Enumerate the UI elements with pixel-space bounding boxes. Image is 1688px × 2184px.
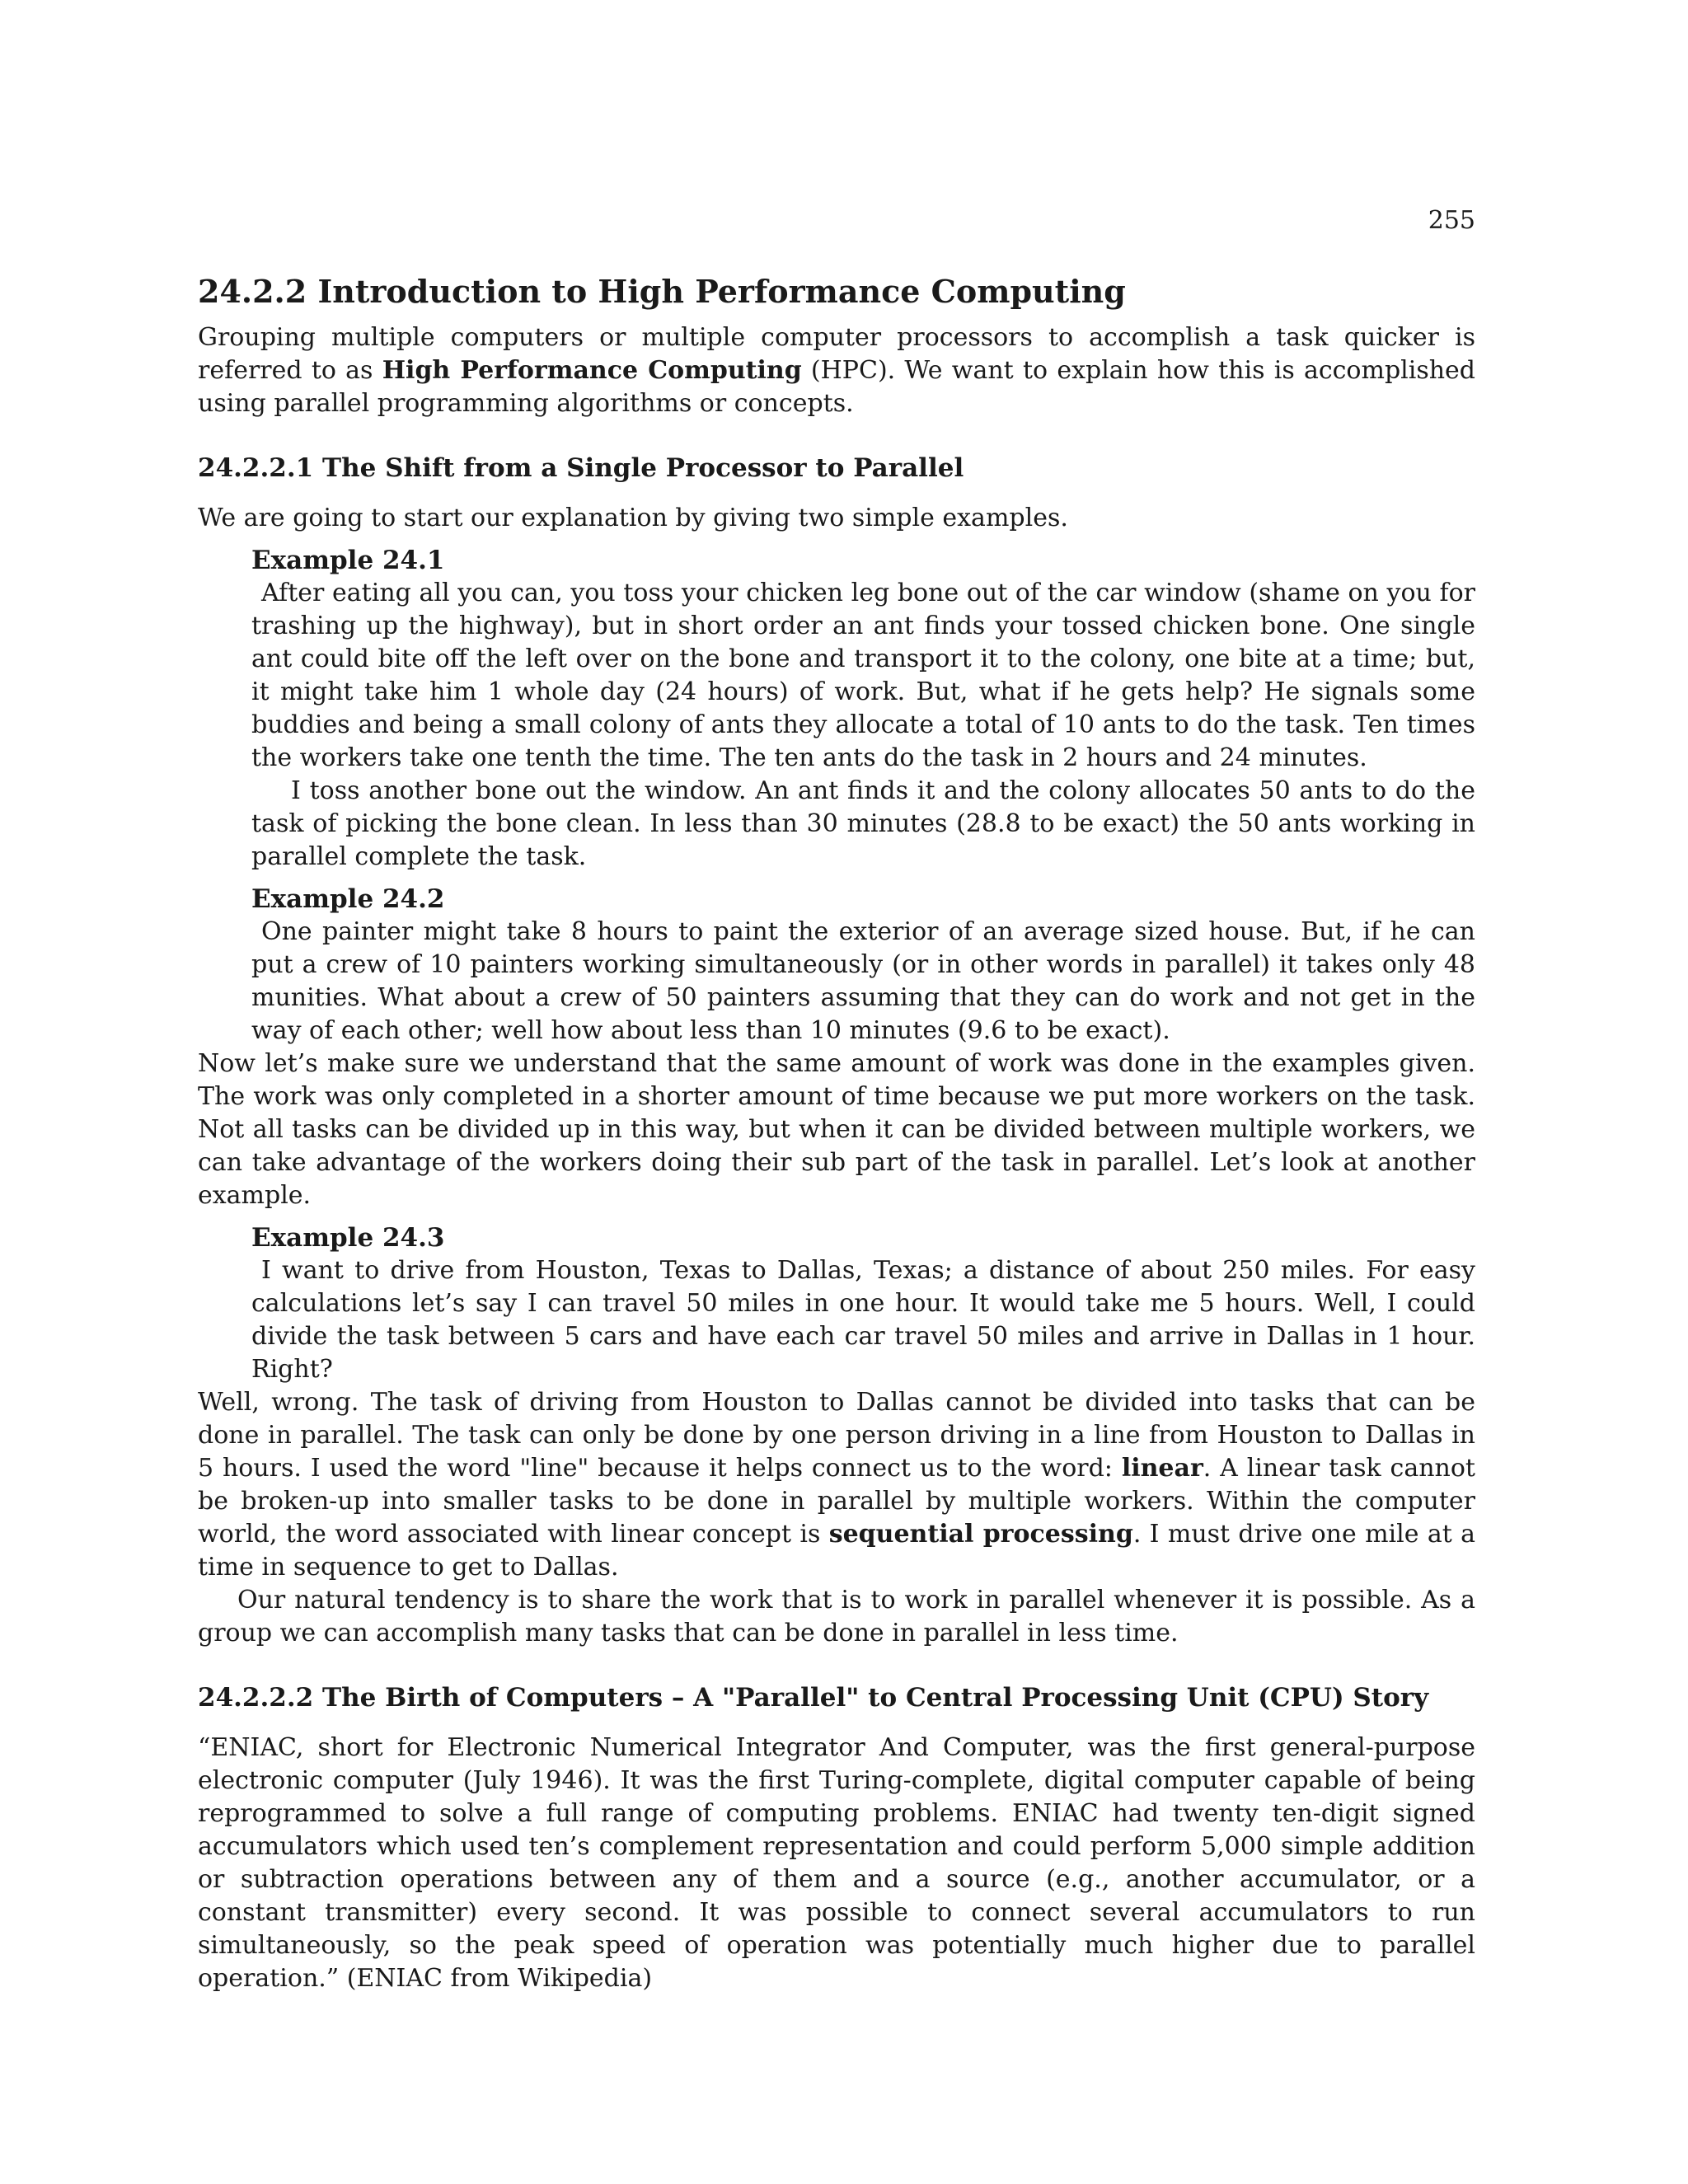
example-title: Example 24.2 — [251, 884, 445, 914]
example-title: Example 24.1 — [251, 546, 445, 575]
page-content — [198, 274, 1475, 1995]
example-paragraph: I want to drive from Houston, Texas to Dallas, Texas; a distance of about 250 miles. For easy calculations let’s say I can travel 50 miles in one hour. It would take me 5 hours. Well, I could divide the task between 5 cars and have each car travel 50 miles and arrive in Dallas in 1 hour. Right? — [251, 1256, 1475, 1384]
example-paragraph: One painter might take 8 hours to paint the exterior of an average sized house. But, if he can put a crew of 10 painters working simultaneously (or in other words in parallel) it takes only 48 munities. What about a crew of 50 painters assuming that they can do work and not get in the way of each other; well how about less than 10 minutes (9.6 to be exact). — [251, 917, 1475, 1045]
body-paragraph: Now let’s make sure we understand that the same amount of work was done in the examples given. The work was only completed in a shorter amount of time because we put more workers on the task. Not all tasks can be divided up in this way, but when it can be divided between multiple workers, we can take advantage of the workers doing their sub part of the task in parallel. Let’s look at another example. — [198, 1049, 1475, 1210]
intro-paragraph: Grouping multiple computers or multiple computer processors to accomplish a task quicker is referred to as High Performance Computing (HPC). We want to explain how this is accomplished using parallel programming algorithms or concepts. — [198, 323, 1476, 418]
example-paragraph: After eating all you can, you toss your chicken leg bone out of the car window (shame on you for trashing up the highway), but in short order an ant finds your tossed chicken bone. One single ant could bite off the left over on the bone and transport it to the colony, one bite at a time; but, it might take him 1 whole day (24 hours) of work. But, what if he gets help? He signals some buddies and being a small colony of ants they allocate a total of 10 ants to do the task. Ten times the workers take one tenth the time. The ten ants do the task in 2 hours and 24 minutes. — [251, 579, 1475, 772]
example-24-1 — [251, 544, 1475, 874]
example-24-2 — [251, 883, 1475, 1047]
hpc-term: High Performance Computing — [382, 356, 802, 385]
page-number: 255 — [1428, 206, 1475, 235]
sequential-processing-term: sequential processing — [828, 1520, 1133, 1549]
section-title: 24.2.2 Introduction to High Performance Computing — [198, 273, 1126, 310]
example-paragraph: I toss another bone out the window. An ant finds it and the colony allocates 50 ants to do the task of picking the bone clean. In less than 30 minutes (28.8 to be exact) the 50 ants working in parallel complete the task. — [251, 776, 1475, 871]
subsection-title-1: 24.2.2.1 The Shift from a Single Processor to Parallel — [198, 453, 964, 483]
subsection-lead: We are going to start our explanation by giving two simple examples. — [198, 504, 1068, 532]
subsection-title-2: 24.2.2.2 The Birth of Computers – A "Parallel" to Central Processing Unit (CPU) Story — [198, 1683, 1429, 1713]
example-title: Example 24.3 — [251, 1223, 445, 1253]
example-24-3 — [251, 1221, 1475, 1386]
body-paragraph: Our natural tendency is to share the work that is to work in parallel whenever it is possible. As a group we can accomplish many tasks that can be done in parallel in less time. — [198, 1586, 1475, 1647]
linear-term: linear — [1121, 1454, 1203, 1483]
body-paragraph: Well, wrong. The task of driving from Houston to Dallas cannot be divided into tasks that can be done in parallel. The task can only be done by one person driving in a line from Houston to Dallas in 5 hours. I used the word "line" because it helps connect us to the word: linear. A linear task cannot be broken-up into smaller tasks to be done in parallel by multiple workers. Within the computer world, the word associated with linear concept is sequential processing. I must drive one mile at a time in sequence to get to Dallas. — [198, 1388, 1475, 1582]
eniac-quote: “ENIAC, short for Electronic Numerical Integrator And Computer, was the first general-purpose electronic computer (July 1946). It was the first Turing-complete, digital computer capable of being reprogrammed to solve a full range of computing problems. ENIAC had twenty ten-digit signed accumulators which used ten’s complement representation and could perform 5,000 simple addition or subtraction operations between any of them and a source (e.g., another accumulator, or a constant transmitter) every second. It was possible to connect several accumulators to run simultaneously, so the peak speed of operation was potentially much higher due to parallel operation.” (ENIAC from Wikipedia) — [198, 1733, 1475, 1993]
